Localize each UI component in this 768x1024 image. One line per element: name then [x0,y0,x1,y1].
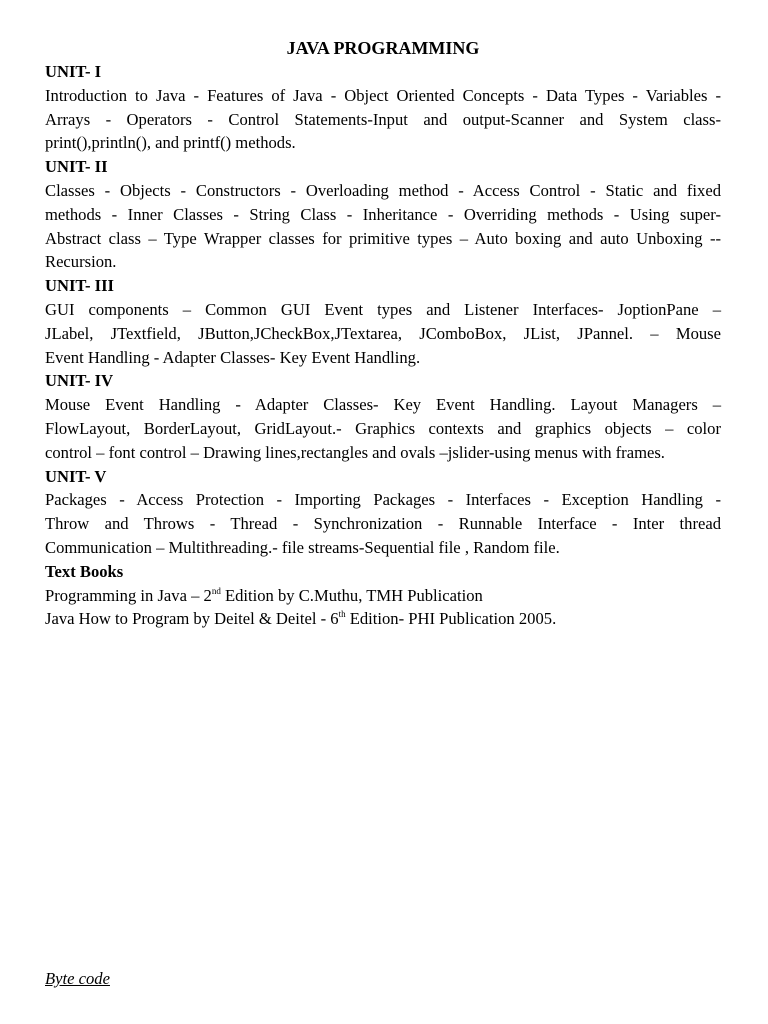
unit-2-line: Abstract class – Type Wrapper classes for primitive types – Auto boxing and auto Unboxing -- [45,228,721,248]
unit-1-line: print(),println(), and printf() methods. [45,133,296,153]
book-1-ordinal: nd [211,585,221,596]
text-book-1 [45,584,721,608]
unit-3-content [45,298,721,369]
unit-1-content [45,84,721,155]
unit-5-heading: UNIT- V [45,466,107,486]
book-1-text: Programming in Java – 2 [45,585,212,605]
page-title: JAVA PROGRAMMING [286,38,480,58]
unit-3-line: JLabel, JTextfield, JButton,JCheckBox,JTextarea, JComboBox, JList, JPannel. – Mouse [45,323,721,343]
unit-4-line: FlowLayout, BorderLayout, GridLayout.- Graphics contexts and graphics objects – color [45,418,721,438]
text-books-heading: Text Books [45,561,124,581]
unit-2-line: Classes - Objects - Constructors - Overloading method - Access Control - Static and fixed [45,180,721,200]
unit-5-line: Throw and Throws - Thread - Synchronization - Runnable Interface - Inter thread [45,514,721,534]
unit-2-content [45,179,721,274]
unit-2-heading: UNIT- II [45,157,108,177]
unit-4-line: Mouse Event Handling - Adapter Classes- Key Event Handling. Layout Managers – [45,395,721,415]
byte-code-link[interactable]: Byte code [45,969,110,988]
unit-3-line: Event Handling - Adapter Classes- Key Event Handling. [45,347,421,367]
unit-1-heading: UNIT- I [45,62,102,81]
unit-4-content [45,393,721,464]
unit-5-content [45,488,721,559]
unit-2-line: methods - Inner Classes - String Class - Inheritance - Overriding methods - Using super- [45,204,721,224]
unit-5-line: Packages - Access Protection - Importing Packages - Interfaces - Exception Handling - [45,490,721,510]
book-1-text-rest: Edition by C.Muthu, TMH Publication [220,585,483,605]
unit-3-heading: UNIT- III [45,276,115,296]
unit-1-line: Introduction to Java - Features of Java - Object Oriented Concepts - Data Types - Variables - [45,85,721,105]
unit-2-line: Recursion. [45,252,117,272]
unit-5-line: Communication – Multithreading.- file streams-Sequential file , Random file. [45,537,560,557]
unit-4-line: control – font control – Drawing lines,rectangles and ovals –jslider-using menus with frames. [45,442,665,462]
book-2-text: Java How to Program by Deitel & Deitel - 6 [45,609,339,629]
text-book-2 [45,607,721,631]
document-page [45,36,721,631]
unit-3-line: GUI components – Common GUI Event types and Listener Interfaces- JoptionPane – [45,299,721,319]
book-2-text-rest: Edition- PHI Publication 2005. [345,609,557,629]
unit-1-line: Arrays - Operators - Control Statements-Input and output-Scanner and System class- [45,109,721,129]
unit-4-heading: UNIT- IV [45,371,114,391]
book-2-ordinal: th [338,609,346,620]
